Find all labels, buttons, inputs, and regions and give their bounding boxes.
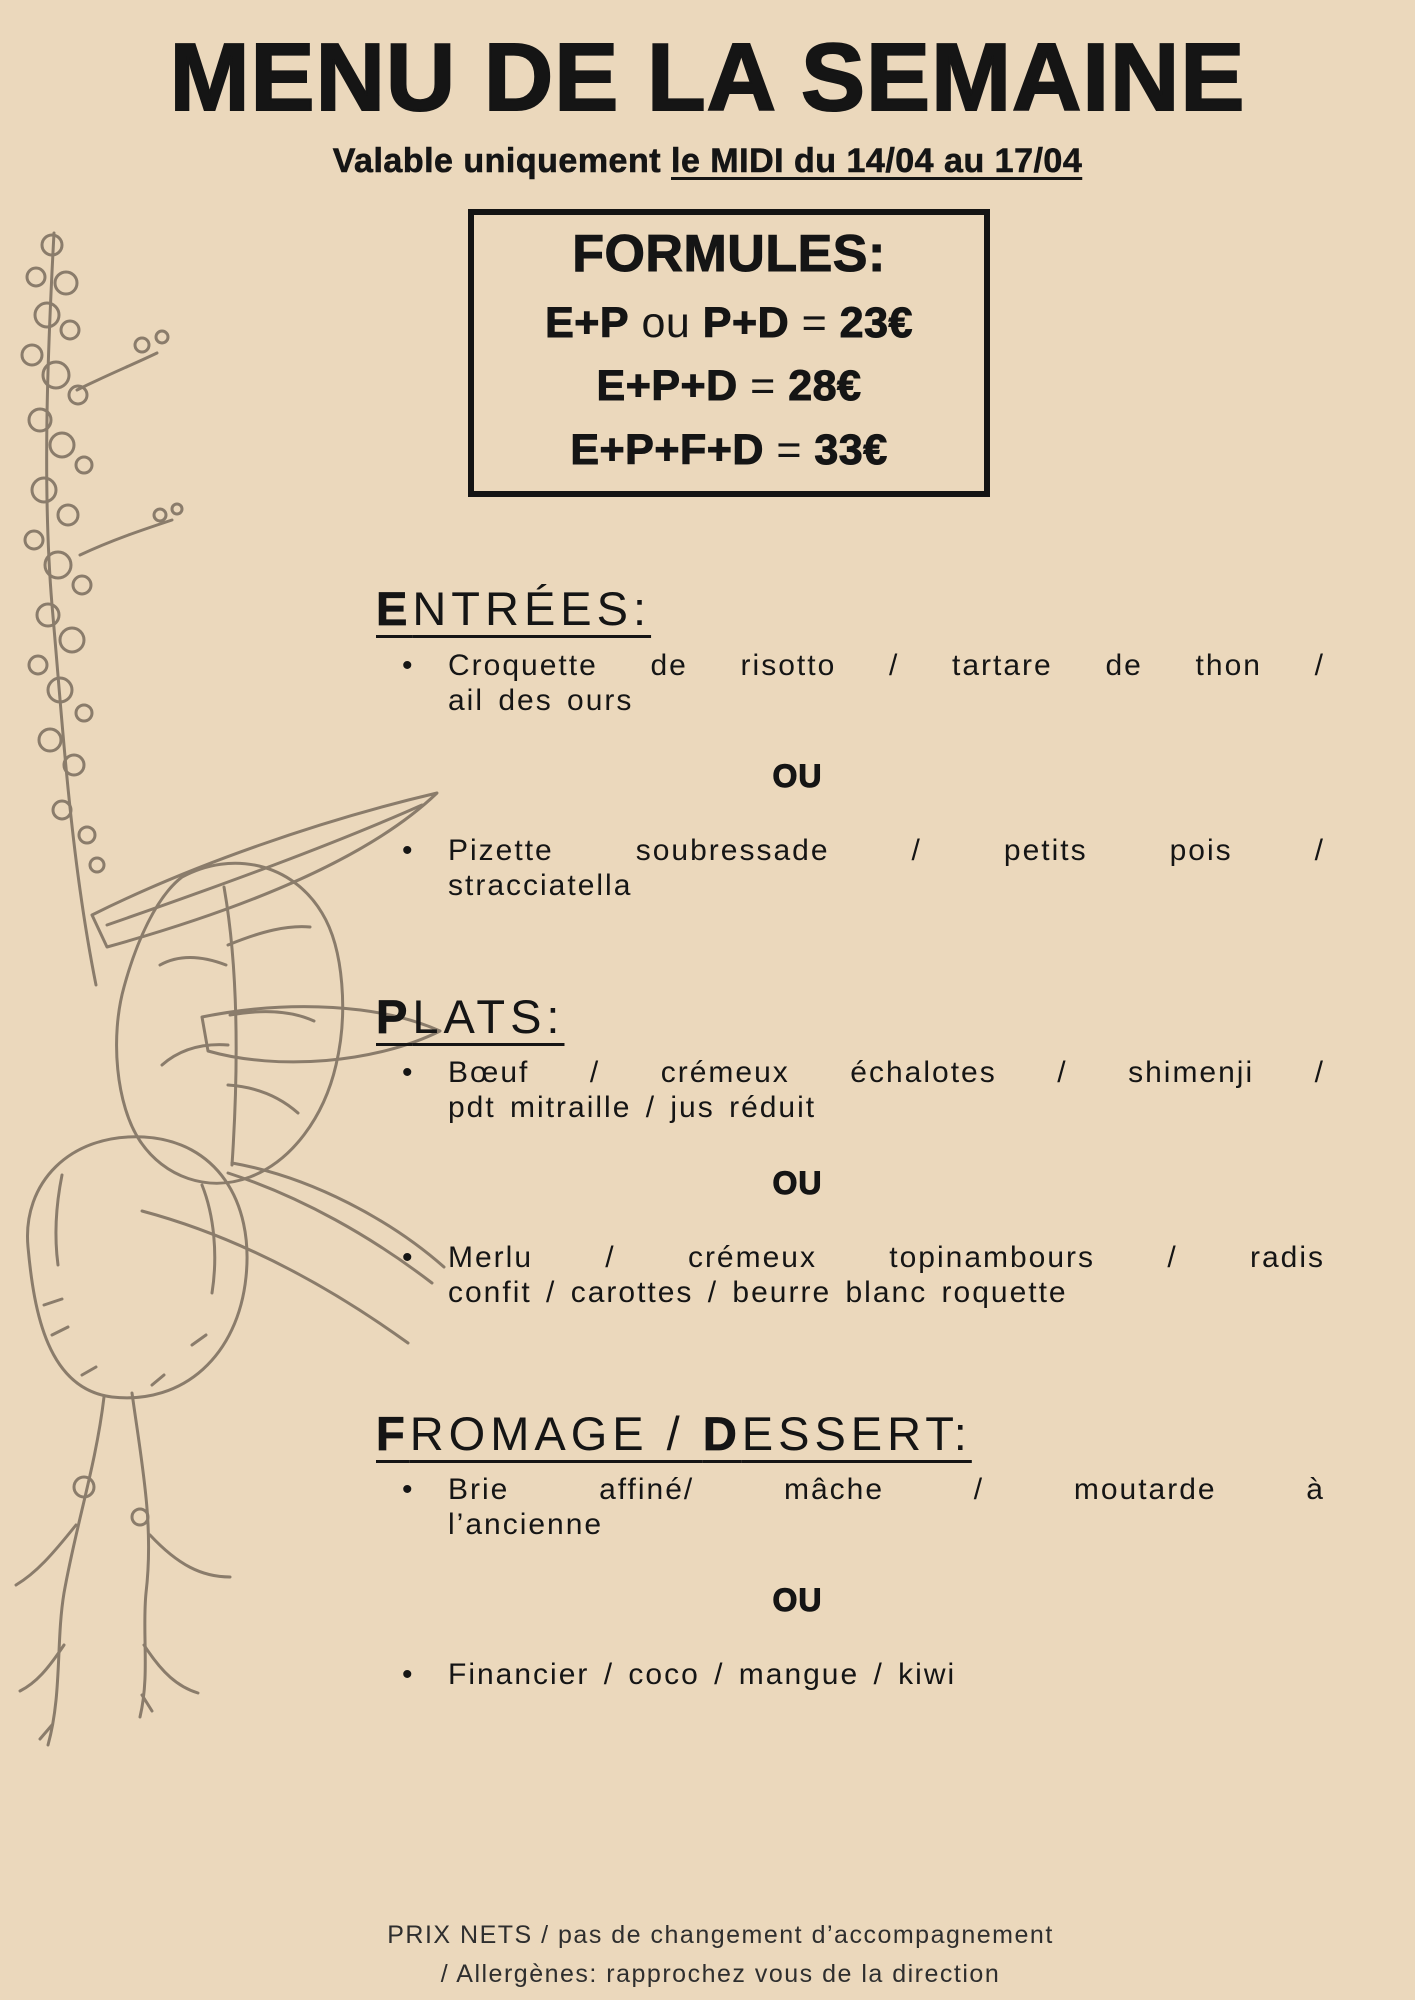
bullet-icon: • (402, 833, 413, 867)
menu-item-text: Croquette de risotto / tartare de thon / ail des ours (448, 648, 1325, 717)
menu-item-text: Bœuf / crémeux échalotes / shimenji / pdt mitraille / jus réduit (448, 1055, 1325, 1124)
formules-title: FORMULES: (572, 225, 886, 283)
menu-item (270, 1472, 1325, 1542)
bullet-icon: • (402, 1055, 413, 1089)
or-divider: OU (772, 1164, 823, 1201)
menu-item (270, 1055, 1325, 1125)
formules-lines (482, 299, 976, 475)
subtitle-underlined: le MIDI du 14/04 au 17/04 (671, 142, 1083, 180)
page-title: MENU DE LA SEMAINE (169, 24, 1246, 131)
menu-item-text: Financier / coco / mangue / kiwi (448, 1658, 957, 1692)
section-heading-entrees: ENTRÉES: (376, 582, 652, 636)
footer-line-1: PRIX NETS / pas de changement d’accompagnement (387, 1921, 1054, 1950)
menu-item-text: Brie affiné/ mâche / moutarde à l’ancienne (448, 1473, 1325, 1542)
section-heading-plats: PLATS: (376, 989, 565, 1043)
formula-line: E+P+F+D = 33€ (570, 425, 888, 474)
or-divider: OU (772, 757, 823, 794)
bullet-icon: • (402, 1240, 413, 1274)
formules-box (468, 209, 990, 497)
subtitle-plain: Valable uniquement (332, 142, 671, 180)
footer-line-2: / Allergènes: rapprochez vous de la direction (440, 1960, 1001, 1989)
menu-section-plats (270, 989, 1325, 1310)
subtitle (0, 142, 1415, 181)
menu-item (270, 1240, 1325, 1310)
menu-section-fromage-dessert (270, 1406, 1325, 1692)
menu-item (270, 833, 1325, 903)
menu-item-text: Merlu / crémeux topinambours / radis confit / carottes / beurre blanc roquette (448, 1240, 1325, 1309)
menu-item (270, 648, 1325, 718)
menu-sections (270, 581, 1325, 1692)
menu-item (270, 1657, 1325, 1692)
section-heading-fromage-dessert: FROMAGE / DESSERT: (376, 1406, 972, 1460)
menu-section-entrees (270, 581, 1325, 902)
bullet-icon: • (402, 1658, 413, 1692)
formula-line: E+P ou P+D = 23€ (545, 298, 913, 347)
bullet-icon: • (402, 648, 413, 682)
footer (0, 1916, 1415, 1994)
or-divider: OU (772, 1582, 823, 1619)
bullet-icon: • (402, 1473, 413, 1507)
menu-item-text: Pizette soubressade / petits pois / stracciatella (448, 833, 1325, 902)
formula-line: E+P+D = 28€ (596, 362, 862, 411)
